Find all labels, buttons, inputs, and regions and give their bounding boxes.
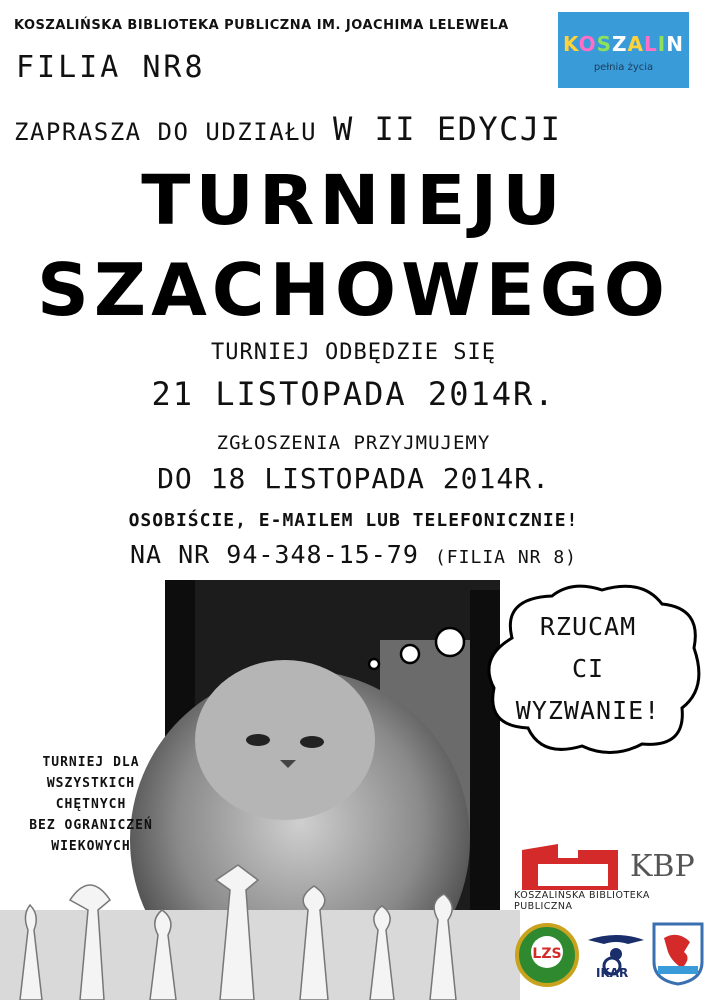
side-note-line: BEZ OGRANICZEŃ: [29, 818, 153, 833]
phone-number: NA NR 94-348-15-79: [129, 540, 419, 569]
registration-deadline: DO 18 LISTOPADA 2014R.: [157, 462, 550, 495]
phone-line: [0, 540, 707, 569]
invite-edition: W II EDYCJI: [333, 110, 562, 148]
registration-intro: ZGŁOSZENIA PRZYJMUJEMY: [216, 432, 491, 454]
side-note-line: WSZYSTKICH: [46, 776, 136, 791]
ikar-label: IKAR: [596, 966, 629, 980]
title-line-2: SZACHOWEGO: [37, 248, 670, 332]
side-note-line: TURNIEJ DLA: [42, 755, 140, 770]
lzs-label: LZS: [532, 946, 562, 962]
koszalin-tagline: pełnia życia: [593, 62, 654, 73]
side-note: [24, 752, 158, 857]
phone-branch: (FILIA NR 8): [434, 547, 578, 568]
koszalin-logo-word: KOSZALIN: [563, 32, 684, 56]
kbp-caption: KOSZALIŃSKA BIBLIOTEKA PUBLICZNA: [514, 890, 650, 912]
event-intro: TURNIEJ ODBĘDZIE SIĘ: [211, 340, 496, 365]
speech-line-3: WYZWANIE!: [515, 696, 661, 725]
koszalin-logo: [558, 12, 689, 88]
registration-methods: OSOBIŚCIE, E-MAILEM LUB TELEFONICZNIE!: [128, 510, 579, 531]
branch-name: FILIA NR8: [16, 50, 206, 85]
library-name: KOSZALIŃSKA BIBLIOTEKA PUBLICZNA IM. JOACHIMA LELEWELA: [14, 18, 509, 33]
title-line-1: TURNIEJU: [141, 160, 566, 240]
kbp-mark: KBP: [630, 849, 695, 884]
event-date: 21 LISTOPADA 2014R.: [151, 375, 556, 413]
city-crest-icon: [652, 922, 704, 986]
side-note-line: WIEKOWYCH: [51, 839, 131, 854]
invite-line: [14, 110, 561, 148]
speech-bubble-text: [472, 606, 704, 732]
speech-line-2: CI: [571, 654, 605, 683]
thought-dots-icon: [360, 620, 470, 680]
invite-prefix: ZAPRASZA DO UDZIAŁU: [14, 118, 318, 146]
lzs-logo-icon: [514, 922, 580, 988]
speech-line-1: RZUCAM: [539, 612, 637, 641]
side-note-line: CHĘTNYCH: [55, 797, 127, 812]
